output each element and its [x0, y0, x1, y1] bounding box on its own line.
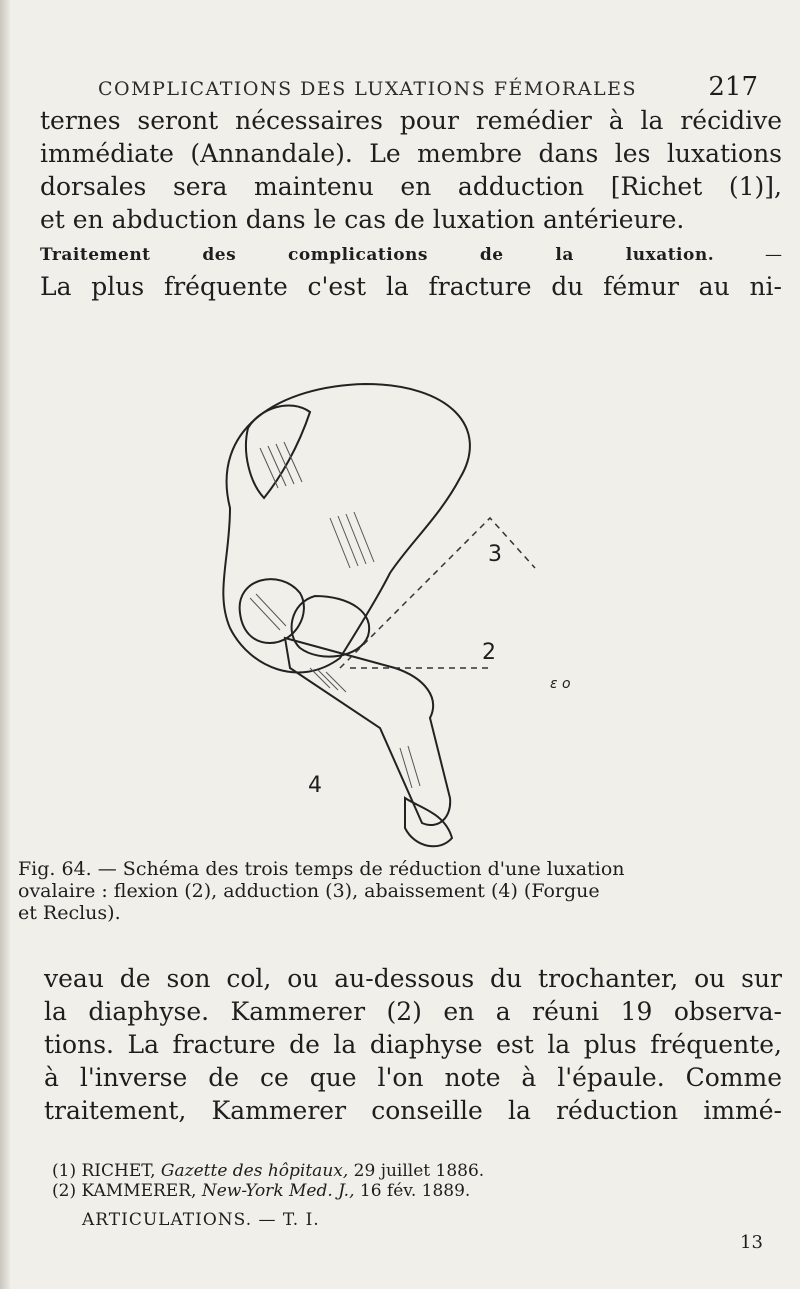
text-line: ternes seront nécessaires pour remédier à la récidive [40, 106, 782, 135]
caption-line: et Reclus). [18, 902, 121, 924]
footnote-1 [52, 1161, 752, 1181]
text-line: La plus fréquente c'est la fracture du fémur au ni- [40, 272, 782, 301]
footnote-mark: (2) [52, 1181, 77, 1201]
femur-luxation-schema-figure [190, 368, 660, 854]
running-head-title: COMPLICATIONS DES LUXATIONS FÉMORALES [98, 78, 637, 100]
subsection-paragraph [40, 240, 782, 303]
text-line: veau de son col, ou au-dessous du trochanter, ou sur [44, 964, 782, 993]
caption-line: ovalaire : flexion (2), adduction (3), abaissement (4) (Forgue [18, 880, 600, 902]
footnote-author: KAMMERER, [81, 1181, 197, 1201]
figure-label-3: 3 [488, 542, 502, 567]
figure-caption [18, 858, 788, 924]
motion-path-3 [340, 518, 535, 668]
text-line: dorsales sera maintenu en adduction [Richet (1)], [40, 172, 782, 201]
figure-label-eo: ε o [550, 676, 571, 692]
heading-dash: — [765, 245, 782, 265]
footnotes [52, 1161, 752, 1201]
subsection-heading: Traitement des complications de la luxation. [40, 245, 715, 265]
hatching [250, 442, 420, 788]
footnote-source: Gazette des hôpitaux, [160, 1161, 349, 1181]
text-line: immédiate (Annandale). Le membre dans les luxations [40, 139, 782, 168]
text-line: à l'inverse de ce que l'on note à l'épaule. Comme [44, 1063, 782, 1092]
footnote-2 [52, 1181, 752, 1201]
text-line: et en abduction dans le cas de luxation antérieure. [40, 205, 685, 234]
text-line: la diaphyse. Kammerer (2) en a réuni 19 observa- [44, 997, 782, 1026]
page-number: 217 [708, 72, 758, 102]
footnote-detail: 29 juillet 1886. [353, 1161, 485, 1181]
footnote-mark: (1) [52, 1161, 77, 1181]
printer-signature: ARTICULATIONS. — T. I. [82, 1210, 320, 1230]
footnote-author: RICHET, [81, 1161, 156, 1181]
footnote-source: New-York Med. J., [201, 1181, 355, 1201]
paragraph-2 [44, 962, 782, 1127]
page-edge [0, 0, 10, 1289]
figure-label-4: 4 [308, 773, 322, 798]
subsection-heading-line [40, 240, 782, 270]
figure-label-2: 2 [482, 640, 496, 665]
signature-number: 13 [740, 1232, 763, 1253]
footnote-detail: 16 fév. 1889. [359, 1181, 471, 1201]
text-line: traitement, Kammerer conseille la réduction immé- [44, 1096, 782, 1125]
caption-line: Fig. 64. — Schéma des trois temps de réduction d'une luxation [18, 858, 625, 880]
paragraph-1 [40, 104, 782, 236]
sacrum [246, 405, 310, 498]
femur-condyle [405, 798, 452, 846]
text-line: tions. La fracture de la diaphyse est la plus fréquente, [44, 1030, 782, 1059]
running-head [98, 72, 758, 102]
pelvis-outline [223, 384, 470, 672]
